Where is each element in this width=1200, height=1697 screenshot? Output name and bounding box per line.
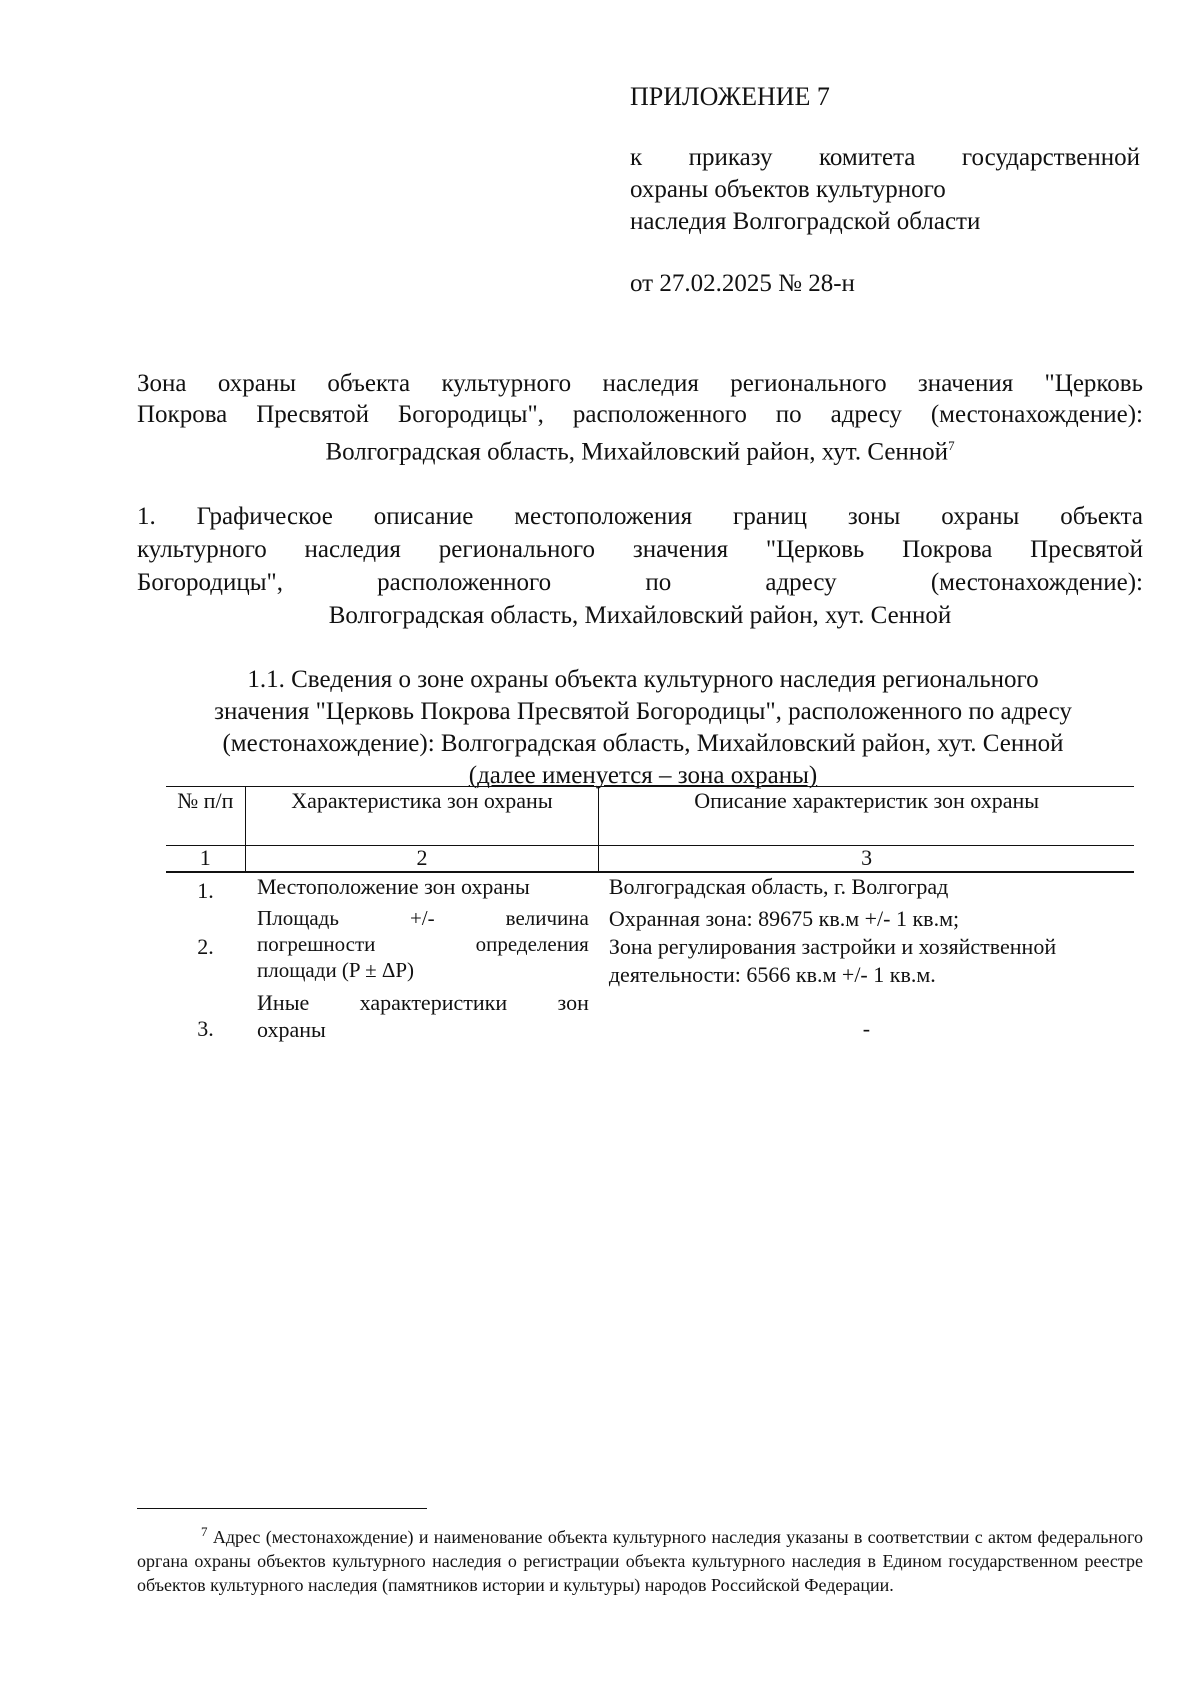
column-number: 2 <box>245 846 599 873</box>
order-line: к приказу комитета государственной <box>630 144 1140 171</box>
header-num: № п/п <box>166 787 245 846</box>
char-line: площади (P ± ΔP) <box>257 958 415 982</box>
footnote-ref[interactable]: 7 <box>948 438 955 453</box>
appendix-title: ПРИЛОЖЕНИЕ 7 <box>630 82 830 111</box>
char-line: охраны <box>257 1017 326 1042</box>
char-line: Иные характеристики зон <box>257 990 589 1015</box>
footnote <box>137 1520 1143 1597</box>
title-line-text: Волгоградская область, Михайловский район, хут. Сенной <box>325 438 949 466</box>
subsection-line: (далее именуется – зона охраны) <box>468 762 818 789</box>
footnote-mark: 7 <box>201 1524 208 1539</box>
section-line: Богородицы", расположенного по адресу (местонахождение): <box>137 569 1143 596</box>
section-line: 1. Графическое описание местоположения границ зоны охраны объекта <box>137 503 1143 530</box>
table-column-numbers-row <box>166 846 1134 873</box>
desc-line: Зона регулирования застройки и хозяйственной <box>608 934 1057 959</box>
desc-line: Охранная зона: 89675 кв.м +/- 1 кв.м; <box>608 906 960 931</box>
order-line: наследия Волгоградской области <box>630 208 981 235</box>
table-row <box>166 989 1134 1043</box>
char-line: погрешности определения <box>257 932 589 956</box>
row-description: Волгоградская область, г. Волгоград <box>608 874 949 899</box>
subsection-line: (местонахождение): Волгоградская область, Михайловский район, хут. Сенной <box>222 730 1064 757</box>
subsection-line: 1.1. Сведения о зоне охраны объекта культурного наследия регионального <box>247 666 1039 693</box>
column-number: 3 <box>599 846 1134 873</box>
desc-line: деятельности: 6566 кв.м +/- 1 кв.м. <box>608 962 936 987</box>
footnote-text: Адрес (местонахождение) и наименование объекта культурного наследия указаны в соответствии с актом федерального органа охраны объектов культурного наследия о регистрации объекта культурного наследия в Едином государственном реестре объектов культурного наследия (памятников истории и культуры) народов Российской Федерации. <box>137 1527 1143 1595</box>
row-characteristic <box>245 905 599 989</box>
title-line <box>137 430 1143 467</box>
subsection-1-1-heading <box>148 664 1138 792</box>
row-description: - <box>862 1016 871 1041</box>
char-line: Площадь +/- величина <box>257 906 589 930</box>
title-line: Зона охраны объекта культурного наследия регионального значения "Церковь <box>137 370 1143 397</box>
zone-characteristics-table <box>166 786 1134 1043</box>
table-header-row <box>166 787 1134 846</box>
row-characteristic <box>245 989 599 1043</box>
row-num: 3. <box>197 1016 214 1041</box>
section-line: Волгоградская область, Михайловский район, хут. Сенной <box>328 602 952 629</box>
order-date: от 27.02.2025 № 28-н <box>630 270 855 297</box>
order-reference <box>630 142 1140 238</box>
column-number: 1 <box>166 846 245 873</box>
row-num: 1. <box>197 878 214 903</box>
document-title <box>137 368 1143 467</box>
header-characteristic: Характеристика зон охраны <box>245 787 599 846</box>
order-line: охраны объектов культурного <box>630 176 946 203</box>
header-description: Описание характеристик зон охраны <box>599 787 1134 846</box>
footnote-separator <box>137 1508 427 1509</box>
row-description <box>599 905 1134 989</box>
section-1-heading <box>137 500 1143 632</box>
subsection-line: значения "Церковь Покрова Пресвятой Богородицы", расположенного по адресу <box>214 698 1072 725</box>
table-row <box>166 905 1134 989</box>
title-line: Покрова Пресвятой Богородицы", расположенного по адресу (местонахождение): <box>137 401 1143 428</box>
table-row <box>166 872 1134 905</box>
section-line: культурного наследия регионального значения "Церковь Покрова Пресвятой <box>137 536 1143 563</box>
row-num: 2. <box>197 934 214 959</box>
row-characteristic: Местоположение зон охраны <box>257 874 530 899</box>
